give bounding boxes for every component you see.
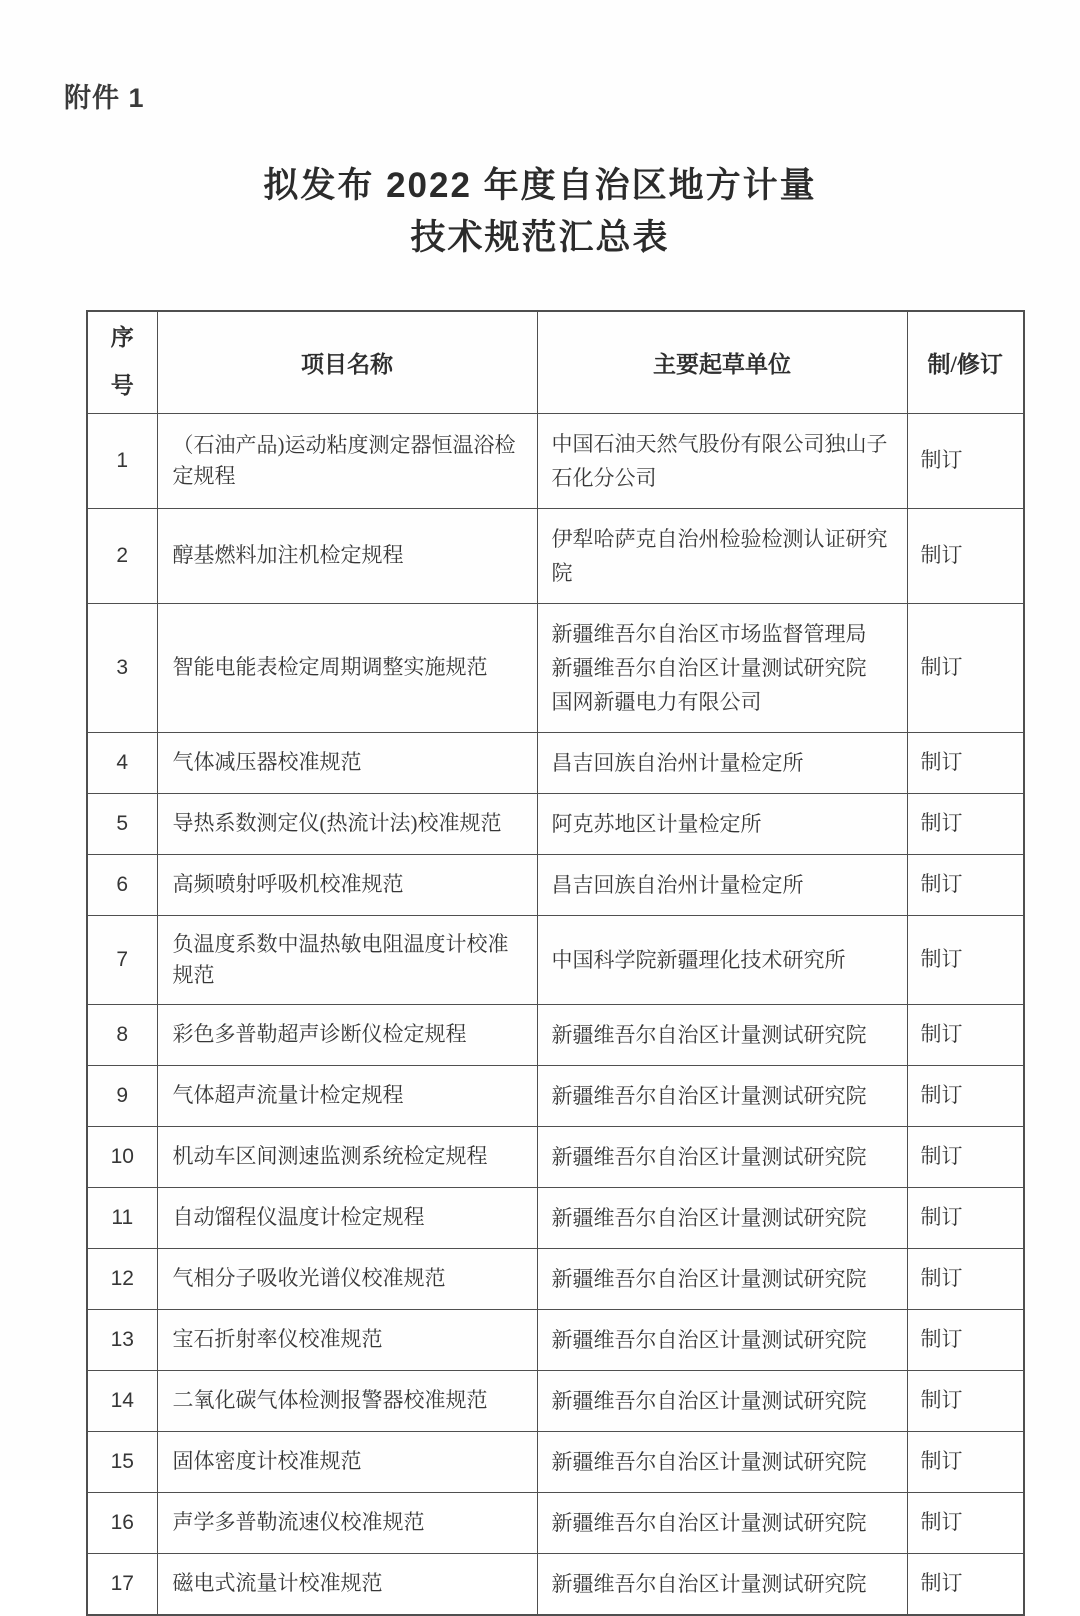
row-number: 4 bbox=[87, 732, 157, 793]
project-name: 宝石折射率仪校准规范 bbox=[157, 1309, 537, 1370]
drafting-unit-line: 伊犁哈萨克自治州检验检测认证研究院 bbox=[551, 526, 888, 585]
table-row bbox=[87, 1248, 1024, 1309]
project-name: 负温度系数中温热敏电阻温度计校准规范 bbox=[157, 915, 537, 1004]
spec-table bbox=[86, 310, 1025, 1616]
drafting-unit-line: 新疆维吾尔自治区计量测试研究院 bbox=[551, 1327, 867, 1352]
revision-type: 制订 bbox=[907, 1370, 1024, 1431]
drafting-unit-line: 新疆维吾尔自治区市场监督管理局 bbox=[551, 621, 867, 646]
project-name: 二氧化碳气体检测报警器校准规范 bbox=[157, 1370, 537, 1431]
revision-type: 制订 bbox=[907, 1004, 1024, 1065]
drafting-unit-line: 国网新疆电力有限公司 bbox=[551, 689, 762, 714]
revision-type: 制订 bbox=[907, 603, 1024, 732]
drafting-unit bbox=[537, 732, 907, 793]
table-row bbox=[87, 854, 1024, 915]
header-drafting-unit: 主要起草单位 bbox=[537, 311, 907, 413]
table-row bbox=[87, 793, 1024, 854]
drafting-unit-line: 新疆维吾尔自治区计量测试研究院 bbox=[551, 1571, 867, 1596]
drafting-unit bbox=[537, 1004, 907, 1065]
drafting-unit-line: 新疆维吾尔自治区计量测试研究院 bbox=[551, 1266, 867, 1291]
drafting-unit bbox=[537, 1309, 907, 1370]
row-number: 15 bbox=[87, 1431, 157, 1492]
drafting-unit bbox=[537, 1492, 907, 1553]
row-number: 11 bbox=[87, 1187, 157, 1248]
table-row bbox=[87, 1309, 1024, 1370]
drafting-unit-line: 阿克苏地区计量检定所 bbox=[551, 811, 762, 836]
drafting-unit bbox=[537, 1553, 907, 1615]
drafting-unit bbox=[537, 508, 907, 603]
header-index-char2: 号 bbox=[110, 373, 134, 399]
table-row bbox=[87, 1126, 1024, 1187]
document-title bbox=[0, 160, 1080, 264]
table-row bbox=[87, 1370, 1024, 1431]
table-row bbox=[87, 1492, 1024, 1553]
table-row bbox=[87, 603, 1024, 732]
revision-type: 制订 bbox=[907, 1431, 1024, 1492]
drafting-unit bbox=[537, 793, 907, 854]
table-row bbox=[87, 1065, 1024, 1126]
row-number: 6 bbox=[87, 854, 157, 915]
drafting-unit-line: 新疆维吾尔自治区计量测试研究院 bbox=[551, 1022, 867, 1047]
revision-type: 制订 bbox=[907, 1065, 1024, 1126]
project-name: 磁电式流量计校准规范 bbox=[157, 1553, 537, 1615]
document-title-line1: 拟发布 2022 年度自治区地方计量 bbox=[263, 166, 817, 205]
project-name: 智能电能表检定周期调整实施规范 bbox=[157, 603, 537, 732]
row-number: 7 bbox=[87, 915, 157, 1004]
header-project-name: 项目名称 bbox=[157, 311, 537, 413]
project-name: 声学多普勒流速仪校准规范 bbox=[157, 1492, 537, 1553]
row-number: 2 bbox=[87, 508, 157, 603]
header-index bbox=[87, 311, 157, 413]
revision-type: 制订 bbox=[907, 1126, 1024, 1187]
drafting-unit bbox=[537, 603, 907, 732]
project-name: 高频喷射呼吸机校准规范 bbox=[157, 854, 537, 915]
table-body bbox=[87, 413, 1024, 1615]
row-number: 17 bbox=[87, 1553, 157, 1615]
revision-type: 制订 bbox=[907, 1248, 1024, 1309]
project-name: （石油产品)运动粘度测定器恒温浴检定规程 bbox=[157, 413, 537, 508]
table-row bbox=[87, 413, 1024, 508]
table-row bbox=[87, 1187, 1024, 1248]
row-number: 13 bbox=[87, 1309, 157, 1370]
row-number: 12 bbox=[87, 1248, 157, 1309]
project-name: 醇基燃料加注机检定规程 bbox=[157, 508, 537, 603]
drafting-unit bbox=[537, 1431, 907, 1492]
header-index-stack bbox=[89, 325, 156, 399]
project-name: 气相分子吸收光谱仪校准规范 bbox=[157, 1248, 537, 1309]
drafting-unit-line: 中国科学院新疆理化技术研究所 bbox=[551, 947, 846, 972]
drafting-unit-line: 昌吉回族自治州计量检定所 bbox=[551, 750, 804, 775]
revision-type: 制订 bbox=[907, 413, 1024, 508]
revision-type: 制订 bbox=[907, 793, 1024, 854]
table-row bbox=[87, 732, 1024, 793]
drafting-unit-line: 新疆维吾尔自治区计量测试研究院 bbox=[551, 1205, 867, 1230]
table-header-row bbox=[87, 311, 1024, 413]
drafting-unit-line: 新疆维吾尔自治区计量测试研究院 bbox=[551, 1388, 867, 1413]
revision-type: 制订 bbox=[907, 1492, 1024, 1553]
row-number: 8 bbox=[87, 1004, 157, 1065]
drafting-unit-line: 新疆维吾尔自治区计量测试研究院 bbox=[551, 1449, 867, 1474]
revision-type: 制订 bbox=[907, 915, 1024, 1004]
drafting-unit bbox=[537, 1126, 907, 1187]
row-number: 9 bbox=[87, 1065, 157, 1126]
row-number: 16 bbox=[87, 1492, 157, 1553]
drafting-unit bbox=[537, 1248, 907, 1309]
revision-type: 制订 bbox=[907, 1309, 1024, 1370]
drafting-unit bbox=[537, 1370, 907, 1431]
project-name: 导热系数测定仪(热流计法)校准规范 bbox=[157, 793, 537, 854]
project-name: 固体密度计校准规范 bbox=[157, 1431, 537, 1492]
project-name: 气体超声流量计检定规程 bbox=[157, 1065, 537, 1126]
project-name: 机动车区间测速监测系统检定规程 bbox=[157, 1126, 537, 1187]
table-row bbox=[87, 1431, 1024, 1492]
project-name: 气体减压器校准规范 bbox=[157, 732, 537, 793]
drafting-unit bbox=[537, 1065, 907, 1126]
drafting-unit-line: 中国石油天然气股份有限公司独山子石化分公司 bbox=[551, 431, 888, 490]
drafting-unit bbox=[537, 854, 907, 915]
revision-type: 制订 bbox=[907, 1553, 1024, 1615]
drafting-unit-line: 昌吉回族自治州计量检定所 bbox=[551, 872, 804, 897]
header-index-char1: 序 bbox=[110, 325, 134, 351]
row-number: 1 bbox=[87, 413, 157, 508]
drafting-unit bbox=[537, 1187, 907, 1248]
header-revision-type: 制/修订 bbox=[907, 311, 1024, 413]
project-name: 彩色多普勒超声诊断仪检定规程 bbox=[157, 1004, 537, 1065]
row-number: 5 bbox=[87, 793, 157, 854]
drafting-unit bbox=[537, 413, 907, 508]
row-number: 3 bbox=[87, 603, 157, 732]
revision-type: 制订 bbox=[907, 732, 1024, 793]
revision-type: 制订 bbox=[907, 1187, 1024, 1248]
table-header bbox=[87, 311, 1024, 413]
drafting-unit-line: 新疆维吾尔自治区计量测试研究院 bbox=[551, 1510, 867, 1535]
project-name: 自动馏程仪温度计检定规程 bbox=[157, 1187, 537, 1248]
table-row bbox=[87, 1553, 1024, 1615]
drafting-unit-line: 新疆维吾尔自治区计量测试研究院 bbox=[551, 655, 867, 680]
table-row bbox=[87, 1004, 1024, 1065]
revision-type: 制订 bbox=[907, 854, 1024, 915]
row-number: 14 bbox=[87, 1370, 157, 1431]
table-row bbox=[87, 508, 1024, 603]
drafting-unit bbox=[537, 915, 907, 1004]
row-number: 10 bbox=[87, 1126, 157, 1187]
table-row bbox=[87, 915, 1024, 1004]
attachment-label: 附件 1 bbox=[64, 83, 145, 113]
document-title-line2: 技术规范汇总表 bbox=[410, 218, 670, 257]
drafting-unit-line: 新疆维吾尔自治区计量测试研究院 bbox=[551, 1144, 867, 1169]
drafting-unit-line: 新疆维吾尔自治区计量测试研究院 bbox=[551, 1083, 867, 1108]
revision-type: 制订 bbox=[907, 508, 1024, 603]
